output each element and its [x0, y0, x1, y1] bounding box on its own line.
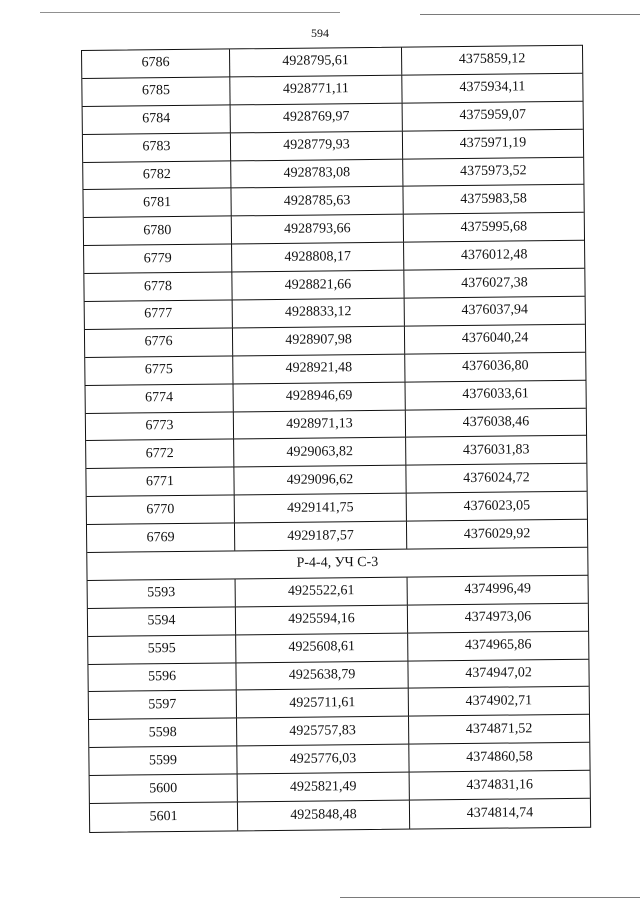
x-coordinate-cell: 4928921,48 [233, 354, 405, 383]
y-coordinate-cell: 4376036,80 [462, 358, 529, 375]
y-coordinate-cell: 4376038,46 [462, 414, 530, 431]
y-coordinate-cell: 4375971,19 [459, 135, 527, 152]
y-coordinate-cell: 4375859,12 [458, 51, 526, 68]
x-coordinate-cell: 4925608,61 [236, 633, 408, 662]
y-coordinate-cell: 4374965,86 [464, 637, 532, 654]
y-coordinate-cell: 4374973,06 [464, 609, 532, 626]
point-number-cell: 6786 [82, 49, 230, 77]
y-coordinate-cell: 4375973,52 [459, 163, 527, 180]
y-coordinate-cell: 4376037,94 [461, 302, 529, 319]
point-number-cell: 6784 [83, 105, 231, 133]
x-coordinate-cell: 4929063,82 [234, 438, 406, 467]
point-number-cell: 5600 [90, 775, 238, 803]
y-coordinate-cell: 4375995,68 [460, 219, 528, 235]
y-coordinate-cell: 4374996,49 [464, 581, 531, 598]
point-number-cell: 6777 [85, 300, 233, 328]
y-coordinate-cell: 4374814,74 [466, 805, 534, 821]
x-coordinate-cell: 4928821,66 [232, 271, 404, 300]
point-number-cell: 6785 [82, 77, 230, 105]
y-coordinate-cell: 4374947,02 [465, 665, 532, 682]
point-number-cell: 6782 [83, 161, 231, 189]
x-coordinate-cell: 4928779,93 [231, 131, 403, 160]
x-coordinate-cell: 4929096,62 [234, 466, 406, 495]
x-coordinate-cell: 4928971,13 [234, 410, 406, 439]
point-number-cell: 5593 [88, 579, 236, 607]
point-number-cell: 6783 [83, 133, 231, 161]
x-coordinate-cell: 4928793,66 [232, 215, 404, 244]
y-coordinate-cell: 4374871,52 [465, 721, 533, 737]
point-number-cell: 5598 [89, 719, 237, 747]
point-number-cell: 6773 [86, 412, 234, 440]
x-coordinate-cell: 4925594,16 [236, 605, 408, 634]
x-coordinate-cell: 4928946,69 [234, 382, 406, 411]
point-number-cell: 5595 [88, 635, 236, 663]
point-number-cell: 6778 [84, 273, 232, 301]
scan-edge-line [40, 12, 340, 13]
x-coordinate-cell: 4928808,17 [232, 243, 404, 272]
x-coordinate-cell: 4928785,63 [231, 187, 403, 216]
point-number-cell: 6779 [84, 245, 232, 273]
y-coordinate-cell: 4374831,16 [466, 776, 534, 793]
point-number-cell: 6772 [86, 440, 234, 468]
point-number-cell: 6770 [87, 496, 235, 524]
y-coordinate-cell: 4374860,58 [466, 749, 533, 765]
x-coordinate-cell: 4928771,11 [230, 76, 402, 105]
x-coordinate-cell: 4929187,57 [235, 522, 407, 551]
point-number-cell: 6776 [85, 328, 233, 356]
x-coordinate-cell: 4925848,48 [238, 801, 410, 831]
x-coordinate-cell: 4928795,61 [230, 48, 402, 77]
point-number-cell: 6781 [83, 189, 231, 217]
x-coordinate-cell: 4925757,83 [237, 717, 409, 746]
x-coordinate-cell: 4925522,61 [236, 578, 408, 607]
y-coordinate-cell: 4375983,58 [460, 191, 527, 207]
point-number-cell: 5594 [88, 607, 236, 635]
x-coordinate-cell: 4925711,61 [237, 689, 409, 718]
y-coordinate-cell: 4376029,92 [463, 525, 531, 542]
x-coordinate-cell: 4928783,08 [231, 159, 403, 188]
point-number-cell: 5599 [89, 747, 237, 775]
x-coordinate-cell: 4925776,03 [237, 745, 409, 774]
x-coordinate-cell: 4925638,79 [236, 661, 408, 690]
point-number-cell: 6780 [84, 217, 232, 245]
point-number-cell: 5597 [89, 691, 237, 719]
point-number-cell: 6774 [86, 384, 234, 412]
y-coordinate-cell: 4376027,38 [461, 274, 528, 291]
section-label: Р-4-4, УЧ С-3 [296, 555, 379, 572]
point-number-cell: 6769 [87, 524, 235, 552]
x-coordinate-cell: 4928769,97 [231, 103, 403, 132]
y-coordinate-cell: 4375934,11 [459, 79, 526, 96]
table-row [90, 799, 590, 832]
point-number-cell: 6775 [85, 356, 233, 384]
coordinates-table [81, 45, 591, 833]
y-coordinate-cell: 4375959,07 [459, 107, 527, 124]
x-coordinate-cell: 4928833,12 [233, 299, 405, 328]
x-coordinate-cell: 4929141,75 [235, 494, 407, 523]
y-coordinate-cell: 4376040,24 [461, 330, 529, 347]
scan-edge-line [340, 897, 640, 898]
y-coordinate-cell: 4374902,71 [465, 693, 533, 709]
scan-edge-line [420, 14, 640, 15]
y-coordinate-cell: 4376024,72 [463, 470, 530, 486]
page-number: 594 [311, 26, 329, 40]
point-number-cell: 5601 [90, 802, 238, 831]
x-coordinate-cell: 4928907,98 [233, 327, 405, 356]
point-number-cell: 5596 [88, 663, 236, 691]
y-coordinate-cell: 4376023,05 [463, 498, 531, 514]
y-coordinate-cell: 4376033,61 [462, 386, 529, 403]
point-number-cell: 6771 [86, 468, 234, 496]
y-coordinate-cell: 4376031,83 [462, 442, 530, 458]
x-coordinate-cell: 4925821,49 [238, 773, 410, 802]
y-coordinate-cell: 4376012,48 [460, 247, 528, 263]
